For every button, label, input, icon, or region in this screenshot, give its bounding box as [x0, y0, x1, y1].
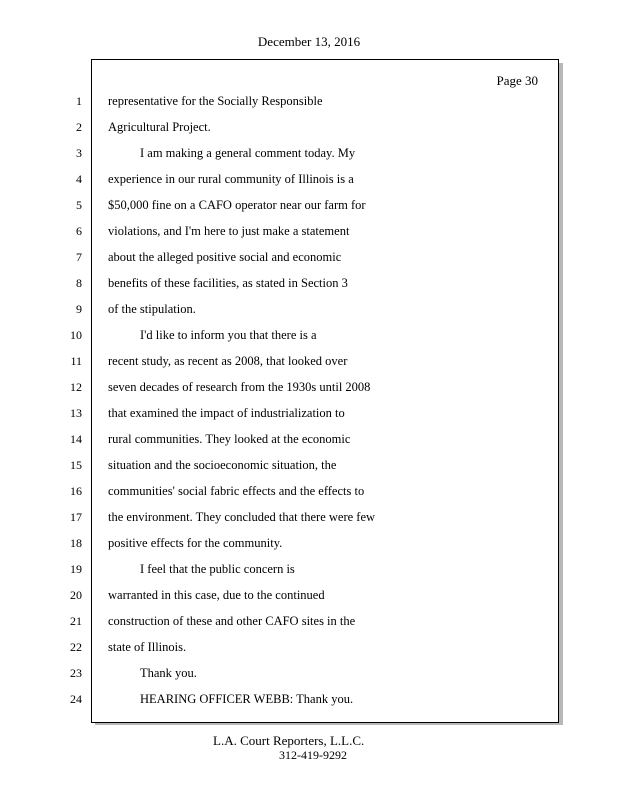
line-text: I am making a general comment today. My	[140, 146, 356, 160]
footer-company: L.A. Court Reporters, L.L.C.	[213, 733, 365, 748]
line-number: 24	[70, 692, 82, 706]
transcript-line	[0, 504, 560, 530]
line-number: 18	[70, 536, 82, 550]
line-text: warranted in this case, due to the continued	[108, 588, 325, 602]
line-number: 2	[76, 120, 82, 134]
transcript-line	[0, 270, 560, 296]
line-text: communities' social fabric effects and the effects to	[108, 484, 365, 498]
line-number: 23	[70, 666, 82, 680]
line-number: 14	[70, 432, 82, 446]
line-number: 12	[70, 380, 82, 394]
line-text: I'd like to inform you that there is a	[140, 328, 317, 342]
transcript-line	[0, 660, 560, 686]
line-number: 15	[70, 458, 82, 472]
page-number: Page 30	[496, 73, 538, 88]
transcript-line	[0, 244, 560, 270]
header-date: December 13, 2016	[257, 34, 361, 49]
transcript-line	[0, 296, 560, 322]
line-number: 16	[70, 484, 82, 498]
line-text: HEARING OFFICER WEBB: Thank you.	[140, 692, 354, 706]
transcript-line	[0, 426, 560, 452]
transcript-line	[0, 114, 560, 140]
line-number: 22	[70, 640, 82, 654]
transcript-line	[0, 556, 560, 582]
transcript-line	[0, 582, 560, 608]
line-number: 17	[70, 510, 82, 524]
transcript-line	[0, 88, 560, 114]
transcript-line	[0, 166, 560, 192]
transcript-line	[0, 452, 560, 478]
line-text: Agricultural Project.	[108, 120, 211, 134]
line-number: 20	[70, 588, 82, 602]
transcript-line	[0, 686, 560, 712]
line-text: recent study, as recent as 2008, that looked over	[108, 354, 348, 368]
line-text: violations, and I'm here to just make a statement	[108, 224, 350, 238]
line-number: 8	[76, 276, 82, 290]
line-number: 7	[76, 250, 82, 264]
line-text: the environment. They concluded that there were few	[108, 510, 376, 524]
transcript-line	[0, 608, 560, 634]
transcript-line	[0, 478, 560, 504]
line-text: rural communities. They looked at the economic	[108, 432, 351, 446]
transcript-line	[0, 348, 560, 374]
transcript-line	[0, 322, 560, 348]
line-text: seven decades of research from the 1930s until 2008	[108, 380, 371, 394]
line-text: representative for the Socially Responsible	[108, 94, 323, 108]
line-number: 6	[76, 224, 82, 238]
transcript-line	[0, 140, 560, 166]
transcript-line	[0, 374, 560, 400]
line-text: construction of these and other CAFO sites in the	[108, 614, 356, 628]
line-text: about the alleged positive social and economic	[108, 250, 342, 264]
line-text: that examined the impact of industrialization to	[108, 406, 345, 420]
line-number: 3	[76, 146, 82, 160]
line-text: state of Illinois.	[108, 640, 187, 654]
line-number: 13	[70, 406, 82, 420]
footer-phone: 312-419-9292	[279, 748, 347, 762]
line-text: I feel that the public concern is	[140, 562, 295, 576]
line-text: Thank you.	[140, 666, 197, 680]
transcript-line	[0, 634, 560, 660]
line-number: 11	[70, 354, 82, 368]
line-text: of the stipulation.	[108, 302, 196, 316]
transcript-line	[0, 530, 560, 556]
line-number: 4	[76, 172, 82, 186]
line-number: 19	[70, 562, 82, 576]
line-number: 9	[76, 302, 82, 316]
transcript-line	[0, 192, 560, 218]
line-text: $50,000 fine on a CAFO operator near our farm for	[108, 198, 366, 212]
line-text: benefits of these facilities, as stated in Section 3	[108, 276, 348, 290]
line-number: 21	[70, 614, 82, 628]
line-number: 1	[76, 94, 82, 108]
line-number: 10	[70, 328, 82, 342]
line-text: positive effects for the community.	[108, 536, 283, 550]
line-text: situation and the socioeconomic situation, the	[108, 458, 337, 472]
transcript-line	[0, 218, 560, 244]
line-text: experience in our rural community of Illinois is a	[108, 172, 354, 186]
line-number: 5	[76, 198, 82, 212]
transcript-line	[0, 400, 560, 426]
